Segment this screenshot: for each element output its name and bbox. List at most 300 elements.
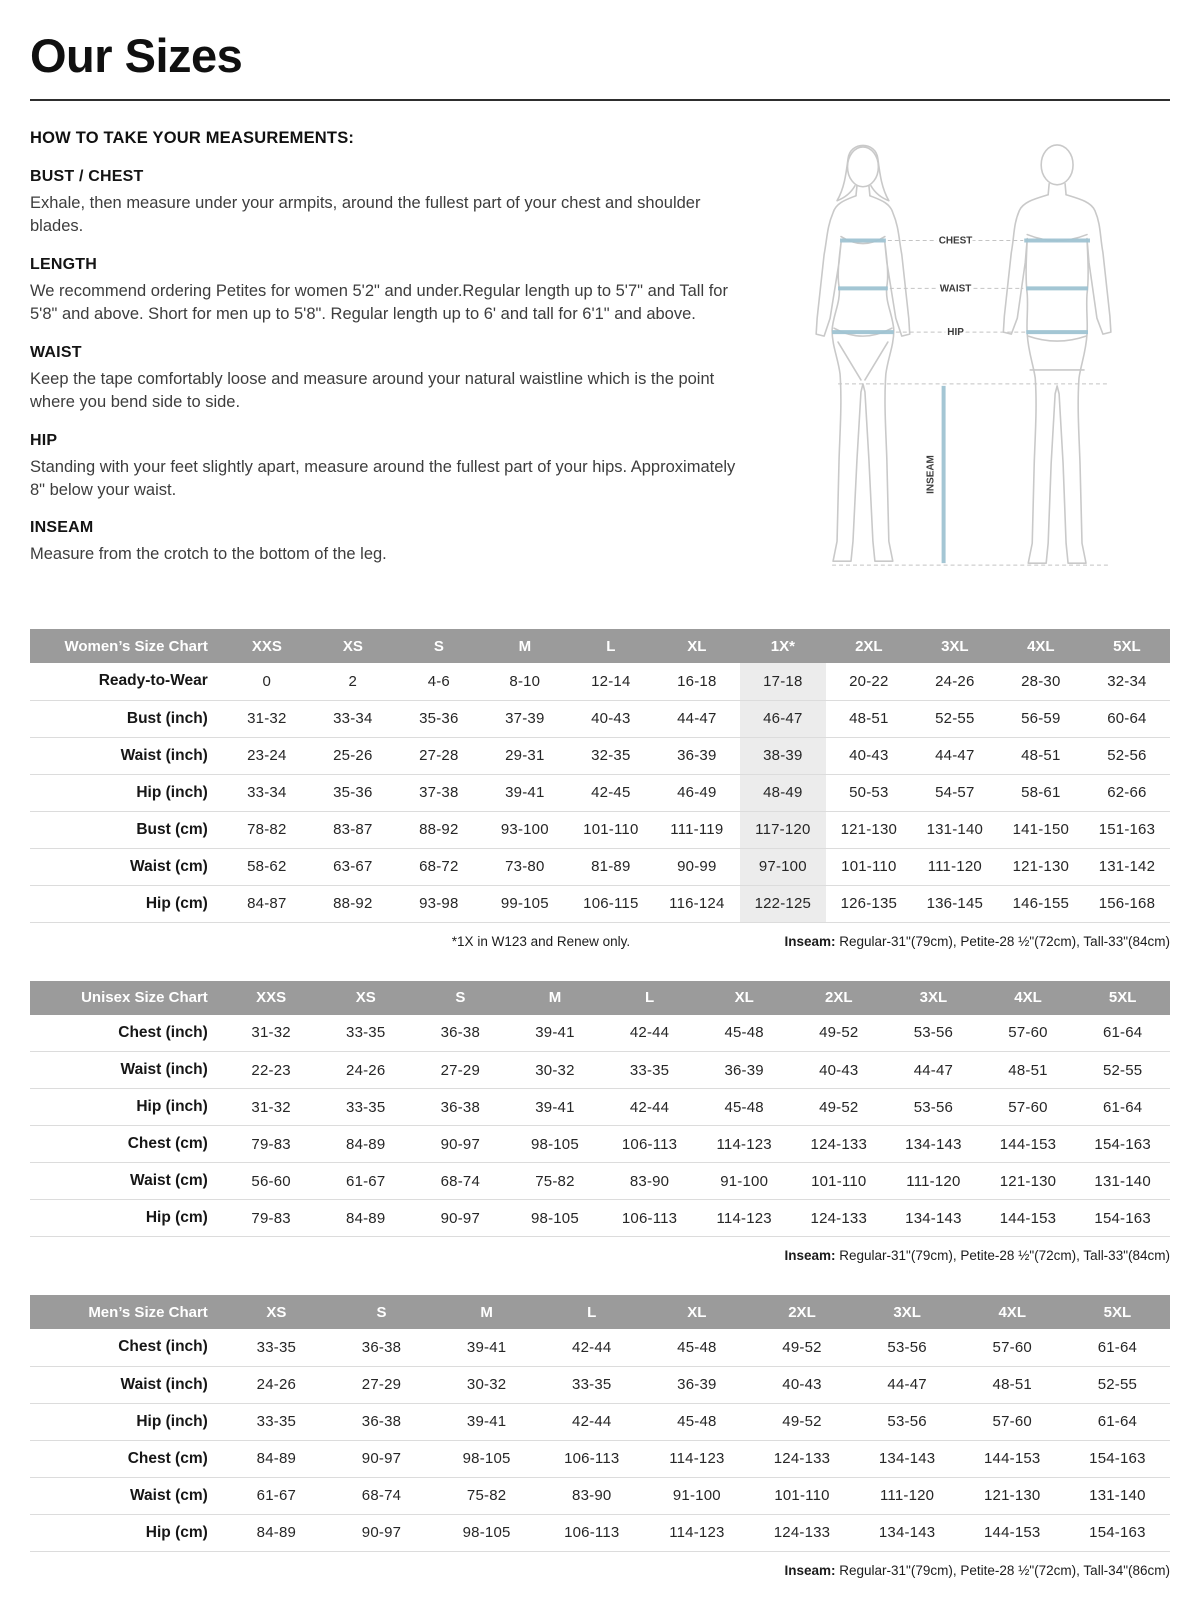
size-cell: 24-26	[935, 672, 975, 690]
size-cell: 30-32	[535, 1061, 575, 1079]
size-cell: 36-38	[361, 1413, 402, 1430]
size-cell: 42-44	[629, 1024, 670, 1042]
size-cell: 27-29	[361, 1376, 402, 1393]
size-cell: 111-120	[927, 858, 982, 875]
size-cell: 114-123	[716, 1135, 772, 1153]
size-column-header: S	[413, 981, 508, 1015]
size-cell: 61-67	[346, 1172, 386, 1190]
size-cell: 68-74	[361, 1487, 402, 1504]
size-column-header: 3XL	[886, 981, 981, 1015]
size-cell: 36-38	[440, 1098, 481, 1116]
size-cell: 101-110	[774, 1487, 830, 1504]
size-cell: 20-22	[849, 672, 889, 690]
row-label: Waist (cm)	[130, 1486, 208, 1504]
table-row	[30, 1200, 1170, 1237]
size-cell: 44-47	[887, 1376, 927, 1393]
size-cell: 131-140	[926, 821, 984, 838]
size-cell: 32-34	[1107, 672, 1147, 690]
size-cell: 57-60	[992, 1413, 1032, 1430]
size-cell: 56-60	[251, 1172, 291, 1190]
size-column-header: 1X*	[740, 629, 826, 663]
size-cell: 79-83	[251, 1135, 291, 1153]
size-cell: 48-51	[992, 1376, 1032, 1393]
measure-section	[30, 256, 745, 327]
size-cell: 144-153	[984, 1524, 1041, 1541]
table-row	[30, 1366, 1170, 1403]
size-cell: 45-48	[724, 1098, 764, 1116]
size-cell: 121-130	[1012, 858, 1070, 875]
row-label: Waist (cm)	[130, 1172, 208, 1189]
table-footnotes	[30, 1563, 1170, 1578]
size-cell: 122-125	[740, 885, 826, 922]
size-cell: 40-43	[591, 710, 631, 727]
size-column-header: XXS	[224, 629, 310, 663]
size-cell: 50-53	[849, 784, 889, 801]
size-column-header: XL	[697, 981, 792, 1015]
womens-size-chart	[30, 629, 1170, 949]
size-cell: 75-82	[535, 1172, 575, 1190]
size-column-header: 4XL	[998, 629, 1084, 663]
size-cell: 83-90	[572, 1487, 612, 1504]
size-cell: 99-105	[500, 895, 549, 912]
mens-size-table	[30, 1295, 1170, 1552]
size-column-header: 3XL	[912, 629, 998, 663]
size-column-header: L	[602, 981, 697, 1015]
size-cell: 90-99	[677, 858, 717, 875]
row-label: Waist (inch)	[120, 1375, 208, 1393]
page-title: Our Sizes	[30, 29, 243, 82]
size-cell: 98-105	[530, 1209, 579, 1227]
size-cell: 37-38	[419, 784, 459, 801]
size-cell: 131-140	[1094, 1172, 1151, 1190]
size-cell: 35-36	[419, 710, 459, 727]
size-cell: 35-36	[333, 784, 373, 801]
size-cell: 124-133	[810, 1209, 867, 1227]
size-column-header: XS	[310, 629, 396, 663]
size-cell: 52-55	[1102, 1061, 1143, 1079]
measure-section-body: Keep the tape comfortably loose and measure around your natural waistline which is the point where you bend side to side.	[30, 369, 715, 412]
table-row	[30, 1052, 1170, 1089]
size-cell: 46-49	[677, 784, 717, 801]
size-cell: 44-47	[935, 747, 975, 764]
size-cell: 111-119	[670, 821, 724, 838]
size-cell: 114-123	[669, 1524, 725, 1541]
size-cell: 90-97	[361, 1450, 402, 1467]
table-row	[30, 1514, 1170, 1551]
size-cell: 45-48	[677, 1338, 717, 1356]
size-cell: 48-51	[1008, 1061, 1048, 1079]
size-cell: 81-89	[591, 858, 631, 875]
size-cell: 98-105	[462, 1524, 511, 1541]
unisex-size-table	[30, 981, 1170, 1238]
measure-section-title: LENGTH	[30, 255, 97, 273]
size-cell: 24-26	[346, 1061, 386, 1079]
size-cell: 136-145	[926, 895, 984, 912]
footnote-1x: *1X in W123 and Renew only.	[451, 933, 631, 949]
mens-size-chart	[30, 1295, 1170, 1578]
size-cell: 131-142	[1098, 858, 1156, 875]
size-cell: 131-140	[1089, 1487, 1146, 1504]
size-column-header: 2XL	[749, 1295, 854, 1329]
instruction-sections	[30, 168, 745, 567]
size-cell: 83-90	[629, 1172, 670, 1190]
size-cell: 126-135	[840, 895, 898, 912]
size-column-header: 5XL	[1075, 981, 1170, 1015]
row-label: Hip (cm)	[145, 1209, 208, 1226]
size-cell: 52-55	[935, 710, 975, 727]
man-head-outline	[1041, 145, 1073, 185]
size-cell: 49-52	[782, 1338, 822, 1356]
table-row	[30, 848, 1170, 885]
size-cell: 40-43	[819, 1061, 859, 1079]
size-cell: 93-98	[419, 895, 459, 912]
size-cell: 134-143	[905, 1135, 962, 1153]
row-label: Hip (cm)	[145, 1523, 208, 1541]
woman-swimsuit-outline	[834, 237, 892, 380]
size-cell: 42-44	[572, 1338, 612, 1356]
size-cell: 42-44	[572, 1413, 612, 1430]
measure-section	[30, 432, 745, 503]
size-cell: 40-43	[782, 1376, 822, 1393]
size-cell: 124-133	[773, 1450, 831, 1467]
table-row	[30, 811, 1170, 848]
row-label: Waist (inch)	[120, 1061, 208, 1078]
hip-label: HIP	[947, 327, 964, 339]
size-cell: 48-51	[1021, 747, 1061, 764]
size-column-header: 3XL	[855, 1295, 960, 1329]
size-column-header: 5XL	[1065, 1295, 1170, 1329]
measurement-instructions	[30, 129, 765, 584]
woman-body-outline	[816, 196, 910, 561]
row-label: Hip (inch)	[136, 1412, 208, 1430]
size-cell: 57-60	[1008, 1098, 1048, 1116]
size-cell: 46-47	[740, 700, 826, 737]
size-cell: 54-57	[935, 784, 975, 801]
size-cell: 52-56	[1107, 747, 1147, 764]
title-divider	[30, 99, 1170, 101]
size-cell: 154-163	[1094, 1135, 1151, 1153]
size-cell: 36-39	[677, 747, 717, 764]
inseam-footnote: Inseam: Regular-31"(79cm), Petite-28 ½"(72cm), Tall-33"(84cm)	[784, 1248, 1170, 1263]
size-cell: 63-67	[333, 858, 373, 875]
size-cell: 38-39	[740, 737, 826, 774]
table-row	[30, 1403, 1170, 1440]
size-cell: 68-72	[419, 858, 459, 875]
size-cell: 32-35	[591, 747, 631, 764]
size-cell: 36-39	[677, 1376, 717, 1393]
size-cell: 79-83	[251, 1209, 291, 1227]
size-cell: 151-163	[1098, 821, 1156, 838]
table-row	[30, 1440, 1170, 1477]
row-label: Chest (inch)	[118, 1023, 208, 1041]
size-cell: 30-32	[466, 1376, 507, 1393]
size-cell: 134-143	[878, 1450, 936, 1467]
row-label: Hip (inch)	[136, 783, 208, 801]
measure-section-body: Standing with your feet slightly apart, measure around the fullest part of your hips. Approximately 8" below your waist.	[30, 457, 736, 499]
table-row	[30, 1089, 1170, 1126]
size-cell: 36-38	[440, 1024, 481, 1042]
size-cell: 44-47	[913, 1061, 954, 1079]
size-cell: 88-92	[333, 895, 373, 912]
size-column-header: M	[482, 629, 568, 663]
size-cell: 73-80	[505, 858, 545, 875]
size-cell: 84-89	[256, 1524, 297, 1541]
size-cell: 23-24	[247, 747, 287, 764]
man-clothes-outline	[1027, 235, 1087, 370]
size-cell: 42-44	[629, 1098, 670, 1116]
size-cell: 0	[262, 672, 272, 690]
size-cell: 29-31	[505, 747, 545, 764]
size-cell: 27-28	[419, 747, 459, 764]
size-cell: 144-153	[999, 1135, 1057, 1153]
size-cell: 57-60	[1008, 1024, 1048, 1042]
row-label: Waist (inch)	[120, 746, 208, 764]
size-cell: 36-38	[361, 1338, 402, 1356]
size-cell: 58-62	[247, 858, 287, 875]
row-label: Chest (inch)	[118, 1338, 208, 1356]
measure-section-body: Exhale, then measure under your armpits, around the fullest part of your chest and shoulder blades.	[30, 194, 701, 236]
table-row	[30, 1329, 1170, 1366]
size-cell: 61-64	[1097, 1338, 1138, 1356]
size-cell: 106-113	[564, 1524, 620, 1541]
size-column-header: XXS	[224, 981, 319, 1015]
size-cell: 39-41	[466, 1413, 507, 1430]
size-cell: 90-97	[440, 1209, 481, 1227]
size-cell: 53-56	[887, 1413, 927, 1430]
inseam-footnote: Inseam: Regular-31"(79cm), Petite-28 ½"(72cm), Tall-33"(84cm)	[784, 933, 1170, 949]
header-row	[30, 1295, 1170, 1329]
size-cell: 25-26	[333, 747, 373, 764]
size-cell: 33-34	[247, 784, 287, 801]
header-row	[30, 981, 1170, 1015]
size-cell: 106-113	[621, 1209, 678, 1227]
header-row	[30, 629, 1170, 663]
table-footnotes	[30, 934, 1170, 949]
size-cell: 68-74	[440, 1172, 481, 1190]
size-cell: 84-87	[247, 895, 287, 912]
size-cell: 61-67	[256, 1487, 297, 1504]
table-row	[30, 885, 1170, 922]
size-cell: 33-35	[256, 1338, 297, 1356]
size-cell: 121-130	[999, 1172, 1057, 1190]
size-cell: 134-143	[878, 1524, 936, 1541]
measure-section-title: WAIST	[30, 343, 82, 361]
size-column-header: XS	[224, 1295, 329, 1329]
size-cell: 48-51	[849, 710, 889, 727]
size-cell: 56-59	[1021, 710, 1061, 727]
size-cell: 84-89	[346, 1209, 386, 1227]
size-cell: 134-143	[905, 1209, 962, 1227]
size-cell: 12-14	[591, 672, 631, 690]
measurement-figure	[765, 129, 1170, 599]
size-cell: 61-64	[1102, 1024, 1143, 1042]
size-cell: 49-52	[819, 1024, 859, 1042]
size-cell: 114-123	[669, 1450, 725, 1467]
size-cell: 33-35	[572, 1376, 612, 1393]
size-column-header: 4XL	[960, 1295, 1065, 1329]
row-label: Waist (cm)	[130, 857, 208, 875]
waist-label: WAIST	[939, 283, 972, 295]
size-cell: 33-35	[629, 1061, 670, 1079]
size-cell: 39-41	[466, 1338, 507, 1356]
size-cell: 31-32	[247, 710, 287, 727]
size-cell: 116-124	[669, 895, 725, 912]
size-cell: 39-41	[535, 1098, 575, 1116]
size-cell: 106-113	[621, 1135, 678, 1153]
size-cell: 156-168	[1098, 895, 1156, 912]
size-cell: 154-163	[1094, 1209, 1151, 1227]
size-cell: 28-30	[1021, 672, 1061, 690]
size-cell: 106-115	[583, 895, 639, 912]
size-column-header: XL	[644, 1295, 749, 1329]
size-cell: 75-82	[466, 1487, 507, 1504]
size-cell: 4-6	[427, 672, 450, 690]
size-cell: 60-64	[1107, 710, 1147, 727]
table-row	[30, 1126, 1170, 1163]
size-cell: 141-150	[1012, 821, 1070, 838]
measurement-diagram	[775, 131, 1160, 599]
row-label: Hip (inch)	[136, 1098, 208, 1115]
measure-section-title: HIP	[30, 431, 58, 449]
size-cell: 111-120	[906, 1172, 961, 1190]
table-title: Women’s Size Chart	[30, 629, 224, 663]
size-column-header: 2XL	[826, 629, 912, 663]
size-cell: 53-56	[887, 1338, 927, 1356]
size-cell: 114-123	[716, 1209, 772, 1227]
size-cell: 31-32	[251, 1024, 291, 1042]
size-cell: 33-35	[256, 1413, 297, 1430]
size-cell: 40-43	[849, 747, 889, 764]
size-cell: 22-23	[251, 1061, 291, 1079]
size-cell: 91-100	[672, 1487, 721, 1504]
size-column-header: L	[539, 1295, 644, 1329]
man-body-outline	[1003, 195, 1111, 563]
size-cell: 144-153	[984, 1450, 1041, 1467]
size-column-header: S	[329, 1295, 434, 1329]
size-cell: 101-110	[841, 858, 897, 875]
size-cell: 78-82	[247, 821, 287, 838]
size-cell: 57-60	[992, 1338, 1032, 1356]
woman-hair-outline	[837, 145, 889, 200]
unisex-size-chart	[30, 981, 1170, 1264]
table-row	[30, 700, 1170, 737]
size-cell: 39-41	[535, 1024, 575, 1042]
size-cell: 84-89	[256, 1450, 297, 1467]
size-column-header: L	[568, 629, 654, 663]
size-cell: 45-48	[724, 1024, 764, 1042]
size-cell: 39-41	[505, 784, 545, 801]
size-cell: 36-39	[724, 1061, 764, 1079]
row-label: Ready-to-Wear	[98, 672, 208, 690]
table-title: Unisex Size Chart	[30, 981, 224, 1015]
table-row	[30, 1015, 1170, 1052]
size-cell: 49-52	[819, 1098, 859, 1116]
size-cell: 121-130	[984, 1487, 1041, 1504]
size-cell: 117-120	[740, 811, 826, 848]
size-cell: 31-32	[251, 1098, 291, 1116]
size-tables	[30, 629, 1170, 1578]
size-cell: 101-110	[583, 821, 639, 838]
size-cell: 44-47	[677, 710, 717, 727]
size-cell: 16-18	[677, 672, 717, 690]
row-label: Hip (cm)	[145, 894, 208, 912]
size-cell: 37-39	[505, 710, 545, 727]
size-cell: 58-61	[1021, 784, 1061, 801]
size-cell: 42-45	[591, 784, 631, 801]
size-cell: 154-163	[1089, 1450, 1146, 1467]
size-cell: 88-92	[419, 821, 459, 838]
size-column-header: XL	[654, 629, 740, 663]
size-cell: 61-64	[1097, 1413, 1138, 1430]
table-footnotes	[30, 1248, 1170, 1263]
measure-section	[30, 168, 745, 239]
size-cell: 144-153	[999, 1209, 1057, 1227]
measure-section-body: We recommend ordering Petites for women 5'2" and under.Regular length up to 5'7" and Tall for 5'8" and above. Short for men up to 5'8". Regular length up to 6' and tall for 6'1" and above.	[30, 281, 728, 324]
measure-section-title: BUST / CHEST	[30, 168, 144, 185]
size-cell: 33-34	[333, 710, 373, 727]
size-cell: 53-56	[913, 1098, 954, 1116]
size-column-header: 2XL	[791, 981, 886, 1015]
size-cell: 90-97	[361, 1524, 402, 1541]
row-label: Bust (cm)	[136, 820, 208, 838]
woman-head-outline	[848, 147, 879, 187]
row-label: Bust (inch)	[126, 709, 208, 727]
size-column-header: 5XL	[1084, 629, 1170, 663]
size-cell: 8-10	[509, 672, 541, 690]
size-cell: 154-163	[1089, 1524, 1146, 1541]
size-cell: 111-120	[879, 1487, 935, 1504]
table-row	[30, 737, 1170, 774]
size-cell: 124-133	[773, 1524, 831, 1541]
inseam-footnote: Inseam: Regular-31"(79cm), Petite-28 ½"(72cm), Tall-34"(86cm)	[784, 1562, 1170, 1578]
size-cell: 83-87	[333, 821, 373, 838]
table-row	[30, 1163, 1170, 1200]
size-cell: 93-100	[500, 821, 549, 838]
size-cell: 146-155	[1012, 895, 1070, 912]
measure-section-title: INSEAM	[30, 519, 94, 537]
size-cell: 84-89	[346, 1135, 386, 1153]
size-cell: 121-130	[840, 821, 898, 838]
size-column-header: M	[434, 1295, 539, 1329]
womens-size-table	[30, 629, 1170, 923]
measure-section	[30, 519, 745, 566]
table-row	[30, 663, 1170, 700]
table-title: Men’s Size Chart	[30, 1295, 224, 1329]
size-column-header: 4XL	[981, 981, 1076, 1015]
size-column-header: S	[396, 629, 482, 663]
chest-label: CHEST	[938, 235, 973, 247]
size-cell: 97-100	[740, 848, 826, 885]
size-column-header: M	[508, 981, 603, 1015]
size-cell: 27-29	[440, 1061, 481, 1079]
size-cell: 62-66	[1107, 784, 1147, 801]
instructions-heading: HOW TO TAKE YOUR MEASUREMENTS:	[30, 129, 355, 147]
size-cell: 101-110	[811, 1172, 867, 1190]
measure-section	[30, 344, 745, 415]
size-cell: 49-52	[782, 1413, 822, 1430]
size-column-header: XS	[318, 981, 413, 1015]
size-cell: 17-18	[740, 663, 826, 700]
size-cell: 98-105	[462, 1450, 511, 1467]
size-cell: 24-26	[256, 1376, 297, 1393]
size-cell: 2	[348, 672, 358, 690]
size-cell: 33-35	[346, 1024, 386, 1042]
size-cell: 33-35	[346, 1098, 386, 1116]
row-label: Chest (cm)	[127, 1449, 208, 1467]
size-cell: 90-97	[440, 1135, 481, 1153]
table-row	[30, 1477, 1170, 1514]
row-label: Chest (cm)	[127, 1135, 208, 1152]
